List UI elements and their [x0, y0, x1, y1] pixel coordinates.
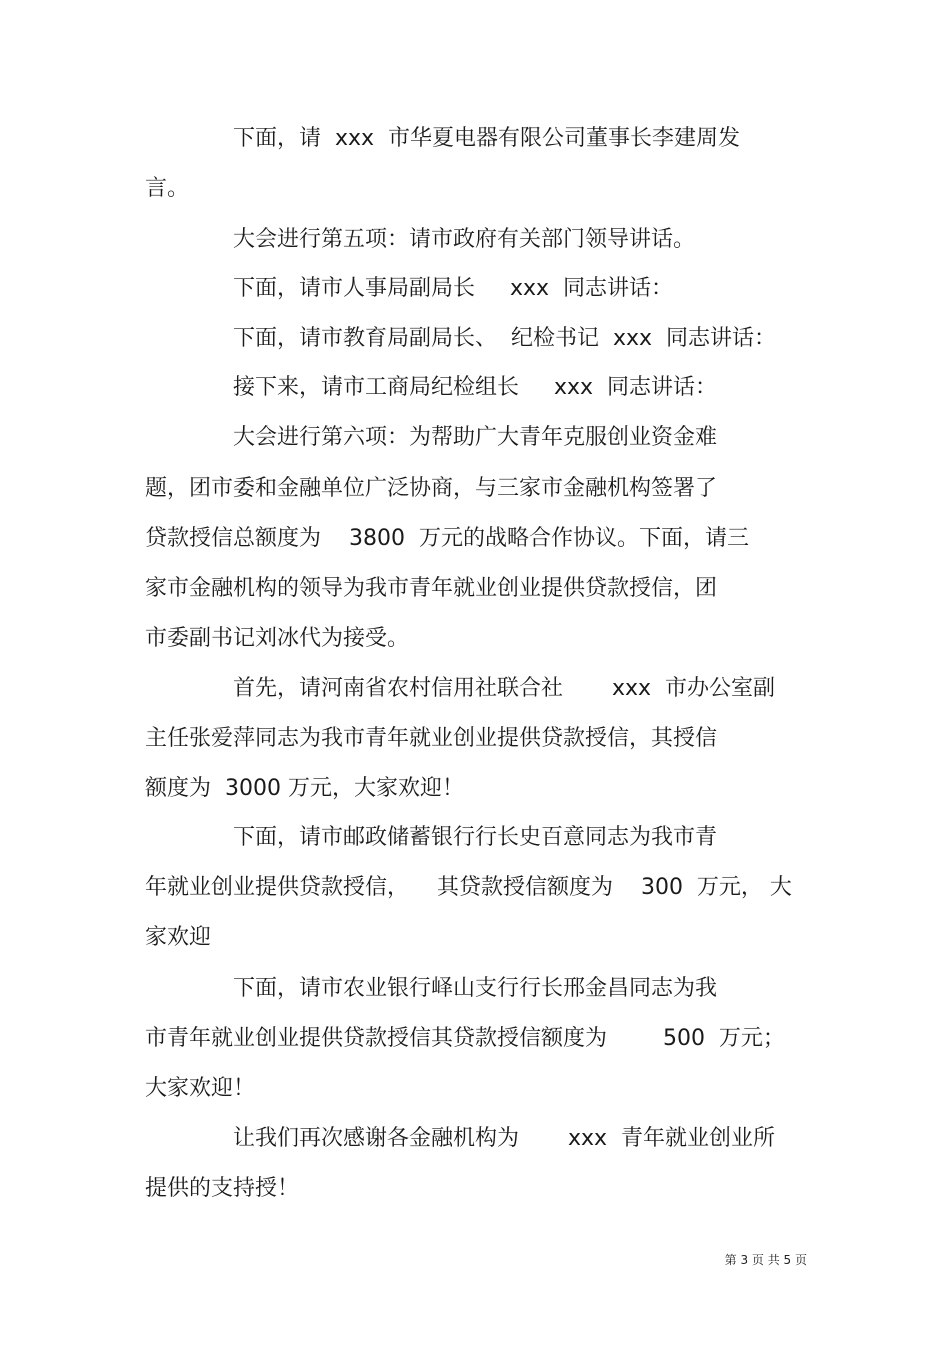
text-line: 下面，请市人事局副局长 xxx 同志讲话： [233, 276, 674, 301]
text-line: 下面，请市邮政储蓄银行行长史百意同志为我市青 [233, 825, 718, 850]
page-footer: 第 3 页 共 5 页 [724, 1253, 807, 1267]
text-line: 市青年就业创业提供贷款授信其贷款授信额度为 500 万元； [145, 1026, 785, 1051]
text-line: 家欢迎 [145, 925, 212, 950]
text-line: 大家欢迎！ [145, 1076, 256, 1101]
text-line: 下面，请 xxx 市华夏电器有限公司董事长李建周发 [233, 126, 741, 151]
text-line: 年就业创业提供贷款授信， 其贷款授信额度为 300 万元， 大 [145, 875, 792, 900]
text-line: 主任张爱萍同志为我市青年就业创业提供贷款授信，其授信 [145, 726, 718, 751]
text-line: 大会进行第五项：请市政府有关部门领导讲话。 [233, 227, 696, 252]
text-line: 下面，请市农业银行峄山支行行长邢金昌同志为我 [233, 976, 718, 1001]
text-line: 大会进行第六项：为帮助广大青年克服创业资金难 [233, 425, 718, 450]
text-line: 言。 [145, 176, 190, 201]
text-line: 题，团市委和金融单位广泛协商，与三家市金融机构签署了 [145, 476, 718, 501]
text-line: 提供的支持授！ [145, 1176, 300, 1201]
text-line: 家市金融机构的领导为我市青年就业创业提供贷款授信，团 [145, 576, 718, 601]
text-line: 首先，请河南省农村信用社联合社 xxx 市办公室副 [233, 676, 775, 701]
text-line: 贷款授信总额度为 3800 万元的战略合作协议。下面，请三 [145, 526, 749, 551]
text-line: 让我们再次感谢各金融机构为 xxx 青年就业创业所 [233, 1126, 775, 1151]
text-line: 额度为 3000 万元，大家欢迎！ [145, 776, 464, 801]
text-line: 下面，请市教育局副局长、 纪检书记 xxx 同志讲话： [233, 326, 777, 351]
text-line: 接下来，请市工商局纪检组长 xxx 同志讲话： [233, 375, 718, 400]
text-line: 市委副书记刘冰代为接受。 [145, 626, 410, 651]
